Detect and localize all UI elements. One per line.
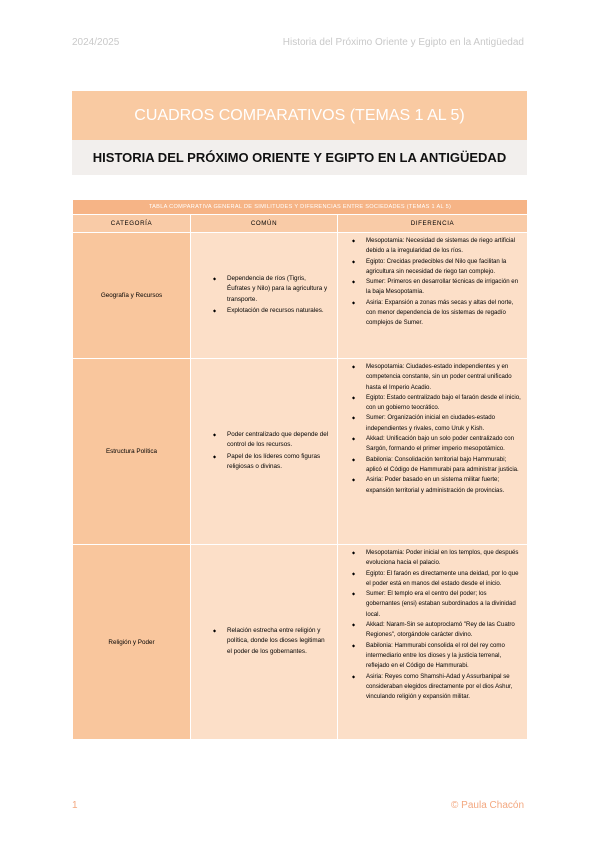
list-item: ◆ Relación estrecha entre religión y política, donde los dioses legitiman el poder de los gobernantes. [195,626,329,657]
common-cell [191,359,338,545]
difference-cell [338,359,528,545]
list-item: ◆ Sumer: El templo era el centro del poder; los gobernantes (ensi) estaban subordinados a la divinidad local. [340,589,521,620]
table-row [73,233,528,359]
column-header-category: CATEGORÍA [73,215,191,233]
list-item: ◆ Poder centralizado que depende del control de los recursos. [195,430,329,451]
list-item: ◆ Egipto: El faraón es directamente una deidad, por lo que el poder está en manos del estado desde el inicio. [340,569,521,590]
list-item: ◆ Babilonia: Consolidación territorial bajo Hammurabi; aplicó el Código de Hammurabi para administrar justicia. [340,455,521,476]
list-item: ◆ Babilonia: Hammurabi consolida el rol del rey como intermediario entre los dioses y la justicia terrenal, reflejado en el Código de Hammurabi. [340,641,521,672]
table-row [73,545,528,740]
list-item: ◆ Mesopotamia: Poder inicial en los templos, que después evoluciona hacia el palacio. [340,548,521,569]
list-item: ◆ Asiria: Poder basado en un sistema militar fuerte; expansión territorial y administración de provincias. [340,475,521,496]
list-item: ◆ Akkad: Naram-Sin se autoproclamó "Rey de las Cuatro Regiones", otorgándole carácter divino. [340,620,521,641]
list-item: ◆ Sumer: Organización inicial en ciudades-estado independientes y rivales, como Uruk y Kish. [340,413,521,434]
list-item: ◆ Asiria: Expansión a zonas más secas y altas del norte, con menor dependencia de los sistemas de regadío complejos de Sumer. [340,298,521,329]
footer-author: © Paula Chacón [451,800,524,811]
difference-cell [338,545,528,740]
list-item: ◆ Papel de los líderes como figuras religiosas o divinas. [195,452,329,473]
common-cell [191,233,338,359]
list-item: ◆ Egipto: Crecidas predecibles del Nilo que facilitan la agricultura sin necesidad de riego tan complejo. [340,257,521,278]
table-caption: TABLA COMPARATIVA GENERAL DE SIMILITUDES Y DIFERENCIAS ENTRE SOCIEDADES (TEMAS 1 AL 5) [73,200,528,215]
list-item: ◆ Mesopotamia: Necesidad de sistemas de riego artificial debido a la irregularidad de los ríos. [340,236,521,257]
list-item: ◆ Explotación de recursos naturales. [195,306,329,316]
common-cell [191,545,338,740]
page-subtitle: HISTORIA DEL PRÓXIMO ORIENTE Y EGIPTO EN LA ANTIGÜEDAD [72,140,527,175]
page-title: CUADROS COMPARATIVOS (TEMAS 1 AL 5) [72,91,527,140]
category-cell: Geografía y Recursos [73,233,191,359]
page-number: 1 [72,800,78,811]
category-cell: Estructura Política [73,359,191,545]
difference-cell [338,233,528,359]
category-cell: Religión y Poder [73,545,191,740]
list-item: ◆ Egipto: Estado centralizado bajo el faraón desde el inicio, con un gobierno teocrático. [340,393,521,414]
list-item: ◆ Akkad: Unificación bajo un solo poder centralizado con Sargón, formando el primer imperio mesopotámico. [340,434,521,455]
list-item: ◆ Asiria: Reyes como Shamshi-Adad y Assurbanipal se consideraban elegidos directamente por el dios Ashur, vinculando religión y expansión militar. [340,672,521,703]
list-item: ◆ Sumer: Primeros en desarrollar técnicas de irrigación en la baja Mesopotamia. [340,277,521,298]
header-course: Historia del Próximo Oriente y Egipto en la Antigüedad [282,37,524,48]
comparison-table [72,199,528,740]
list-item: ◆ Mesopotamia: Ciudades-estado independientes y en competencia constante, sin un poder central unificado hasta el Imperio Acadio. [340,362,521,393]
list-item: ◆ Dependencia de ríos (Tigris, Éufrates y Nilo) para la agricultura y transporte. [195,274,329,305]
column-header-common: COMÚN [191,215,338,233]
header-year: 2024/2025 [72,37,120,48]
table-row [73,359,528,545]
column-header-difference: DIFERENCIA [338,215,528,233]
